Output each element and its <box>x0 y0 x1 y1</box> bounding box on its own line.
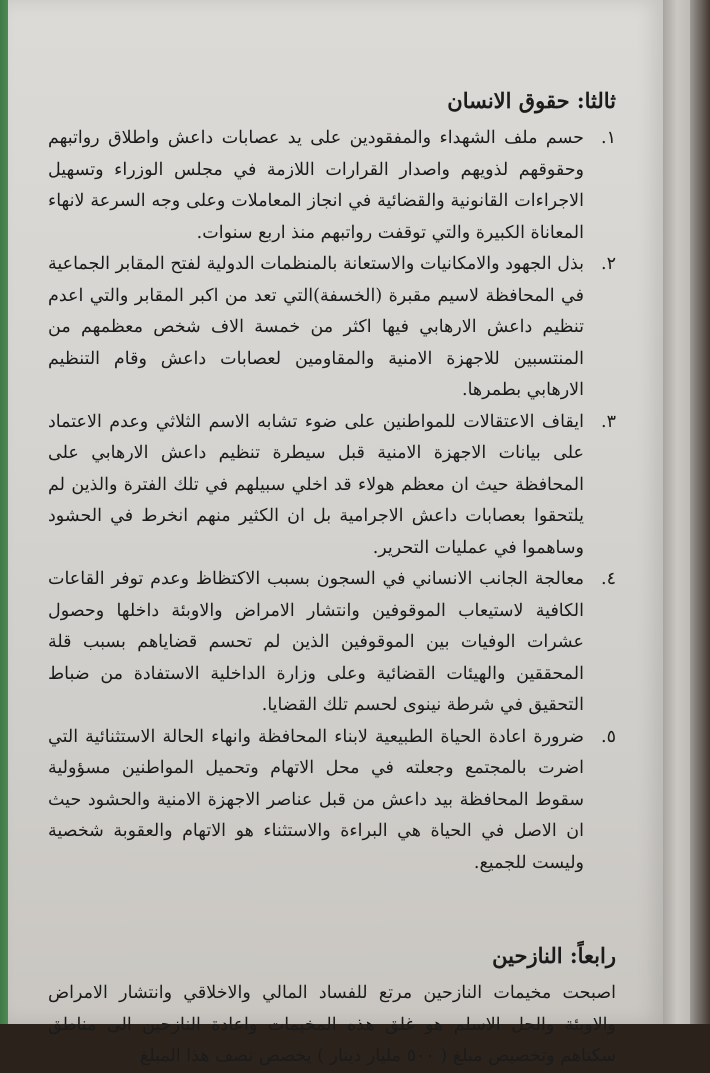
human-rights-list <box>48 123 616 879</box>
item-text: معالجة الجانب الانساني في السجون بسبب الاكتظاظ وعدم توفر القاعات الكافية لاستيعاب الموقوفين وانتشار الامراض والاوبئة داخلها وحصول عشرات الوفيات بين الموقوفين الذين لم تحسم قضاياهم بسبب قلة المحققين والهيئات القضائية وعلى وزارة الداخلية الاستفادة من ضباط التحقيق في شرطة نينوى لحسم تلك القضايا. <box>48 569 584 715</box>
item-text: ضرورة اعادة الحياة الطبيعية لابناء المحافظة وانهاء الحالة الاستثنائية التي اضرت بالمجتمع وجعلته في محل الاتهام وتحميل المواطنين مسؤولية سقوط المحافظة بيد داعش من قبل عناصر الاجهزة الامنية والحشود حيث ان الاصل في الحياة هي البراءة والاستثناء هو الاتهام والعقوبة شخصية وليست للجميع. <box>48 726 584 873</box>
list-item <box>48 249 616 407</box>
list-item <box>48 722 616 880</box>
section-heading-displaced: رابعاً: النازحين <box>492 943 616 968</box>
displaced-paragraph: اصبحت مخيمات النازحين مرتع للفساد المالي والاخلاقي وانتشار الامراض والاوبئة والحل الاسلم هو غلق هذه المخيمات واعادة النازحين الى مناطق سكناهم وتخصيص مبلغ ( ٥٠٠ مليار دينار ) يخصص نصف هذا المبلغ <box>48 983 616 1066</box>
list-item <box>48 564 616 722</box>
item-text: بذل الجهود والامكانيات والاستعانة بالمنظمات الدولية لفتح المقابر الجماعية في المحافظة لاسيم مقبرة (الخسفة)التي تعد من اكبر المقابر والتي اعدم تنظيم داعش الارهابي فيها اكثر من خمسة الاف شخص معظمهم من المنتسبين للاجهزة الامنية والمقاومين لعصابات داعش وقام التنظيم الارهابي بطمرها. <box>48 254 584 400</box>
item-number: .٥ <box>601 726 616 747</box>
item-number: .٤ <box>601 569 616 589</box>
item-text: حسم ملف الشهداء والمفقودين على يد عصابات داعش واطلاق رواتبهم وحقوقهم لذويهم واصدار القرارات اللازمة في مجلس الوزراء وتسهيل الاجراءات القانونية والقضائية في انجاز المعاملات وعلى وجه السرعة لانهاء المعاناة الكبيرة والتي توقفت رواتبهم منذ اربع سنوات. <box>48 128 584 243</box>
item-number: .٣ <box>601 411 616 432</box>
item-text: ايقاف الاعتقالات للمواطنين على ضوء تشابه الاسم الثلاثي وعدم الاعتماد على بيانات الاجهزة الامنية قبل سيطرة تنظيم داعش الارهابي على المحافظة حيث ان معظم هولاء قد اخلي سبيلهم في تلك الفترة والذين لم يلتحقوا بعصابات داعش الاجرامية بل ان الكثير منهم انخرط في الحشود وساهموا في عمليات التحرير. <box>48 411 584 558</box>
list-item <box>48 123 616 249</box>
section-heading-human-rights: ثالثا: حقوق الانسان <box>447 88 616 113</box>
item-number: .١ <box>601 128 616 148</box>
item-number: .٢ <box>601 254 616 274</box>
page-content <box>48 88 616 1073</box>
book-page <box>8 0 663 1066</box>
list-item <box>48 407 616 565</box>
book-shadow <box>690 0 710 1024</box>
